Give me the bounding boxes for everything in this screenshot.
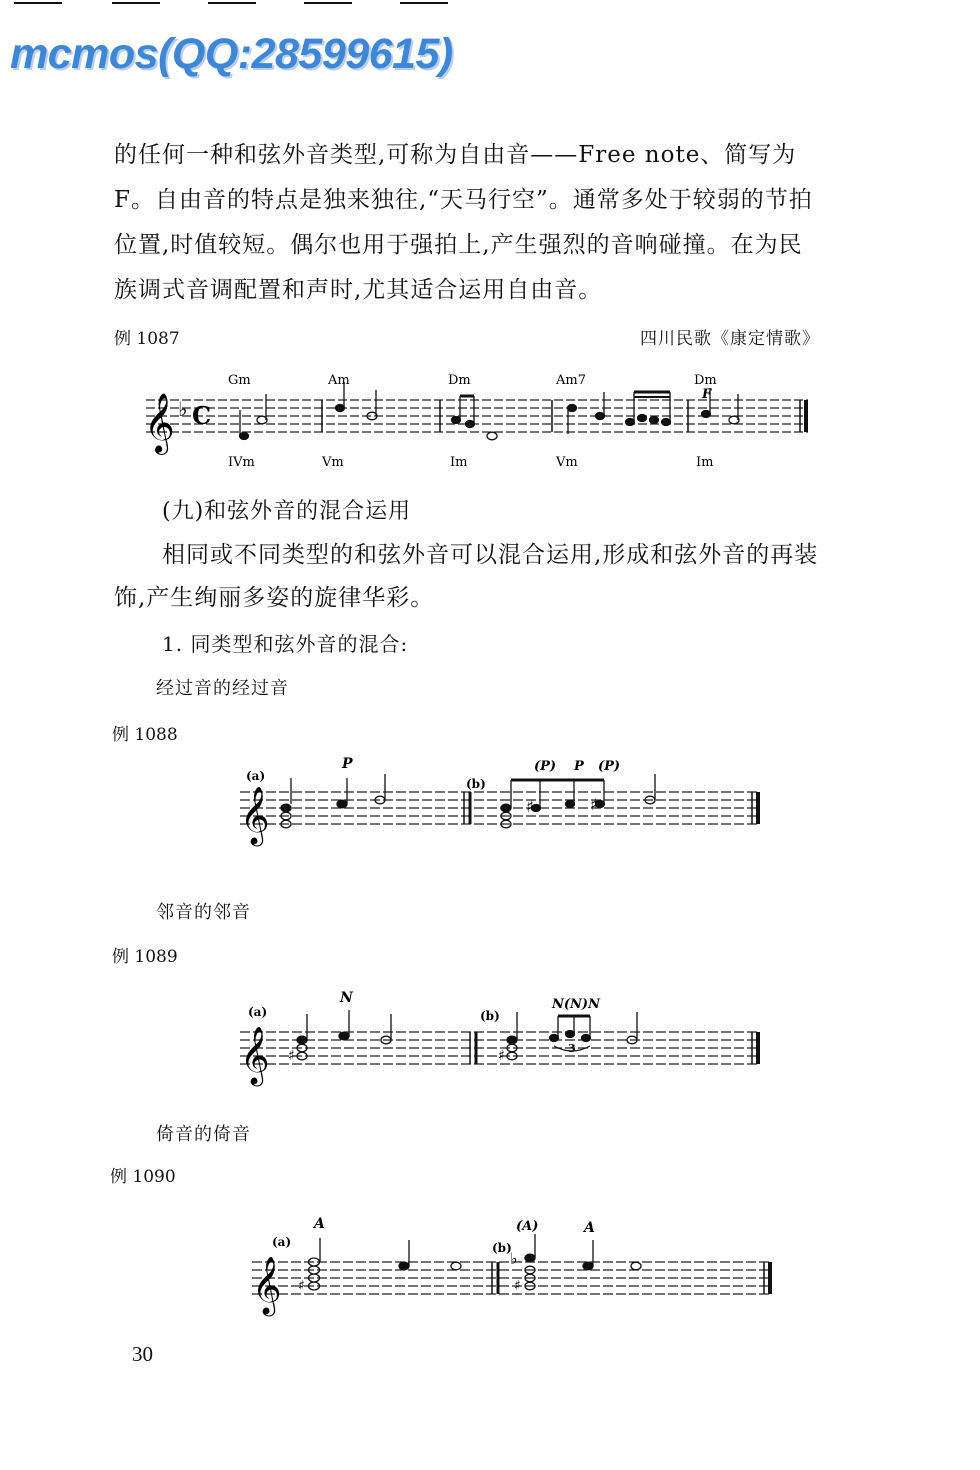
- appoggiatura-mark: A: [584, 1220, 595, 1236]
- example-1089-title: 邻音的邻音: [156, 902, 251, 923]
- passing-tone-mark: P: [342, 756, 353, 772]
- passing-tone-mark: (P): [534, 759, 557, 774]
- example-1087-source: 四川民歌《康定情歌》: [640, 329, 820, 349]
- top-edge-marks: [0, 0, 470, 6]
- passing-tone-mark: (P): [598, 759, 621, 774]
- score-example-1088: [236, 752, 766, 852]
- part-label: (b): [492, 1241, 512, 1255]
- score-example-1089: [236, 982, 766, 1092]
- chord-symbol: Dm: [694, 373, 717, 388]
- treble-clef-icon: 𝄞: [240, 786, 270, 844]
- triplet-number: 3: [568, 1042, 576, 1055]
- common-time-icon: C: [192, 401, 212, 430]
- flat-icon: ♭: [178, 397, 188, 421]
- example-1090-title: 倚音的倚音: [156, 1124, 251, 1145]
- degree-label: Im: [696, 455, 714, 470]
- treble-clef-icon: 𝄞: [252, 1256, 282, 1314]
- part-label: (a): [248, 1005, 268, 1019]
- part-label: (a): [246, 769, 266, 783]
- flat-icon: ♭: [510, 1249, 518, 1268]
- part-label: (a): [272, 1235, 292, 1249]
- free-note-mark: F: [702, 387, 712, 402]
- example-1088-label: 例 1088: [112, 725, 178, 745]
- sharp-icon: ♯: [590, 795, 598, 814]
- example-1090-label: 例 1090: [110, 1167, 176, 1187]
- intro-paragraph: 的任何一种和弦外音类型,可称为自由音——Free note、简写为 F。自由音的特点是独来独往,“天马行空”。通常多处于较弱的节拍位置,时值较短。偶尔也用于强拍上,产生强烈的音响碰撞。在为民族调式音调配置和声时,尤其适合运用自由音。: [114, 142, 813, 303]
- treble-clef-icon: 𝄞: [240, 1026, 270, 1084]
- example-1087-label: 例 1087: [114, 329, 180, 349]
- sharp-icon: ♯: [498, 1048, 505, 1064]
- score-example-1090: [248, 1210, 778, 1320]
- degree-label: Vm: [556, 455, 578, 470]
- part-label: (b): [480, 1009, 500, 1023]
- chord-symbol: Am7: [556, 373, 586, 388]
- degree-label: IVm: [228, 455, 255, 470]
- page-number: 30: [132, 1342, 153, 1366]
- example-1088-title: 经过音的经过音: [156, 678, 289, 699]
- passing-tone-mark: P: [574, 759, 584, 774]
- sharp-icon: ♯: [514, 1278, 521, 1294]
- chord-symbol: Gm: [228, 373, 251, 388]
- treble-clef-icon: 𝄞: [144, 393, 175, 453]
- appoggiatura-mark: A: [314, 1216, 325, 1232]
- degree-label: Vm: [322, 455, 344, 470]
- neighbor-tone-mark: N: [340, 990, 353, 1006]
- watermark: mcmos(QQ:28599615): [10, 30, 453, 78]
- sharp-icon: ♯: [298, 1278, 305, 1294]
- chord-symbol: Dm: [448, 373, 471, 388]
- section-heading: (九)和弦外音的混合运用: [162, 499, 412, 524]
- neighbor-tone-mark: N(N)N: [552, 997, 600, 1012]
- appoggiatura-mark: (A): [516, 1219, 539, 1234]
- chord-symbol: Am: [328, 373, 350, 388]
- degree-label: Im: [450, 455, 468, 470]
- subsection-heading: 1. 同类型和弦外音的混合:: [162, 632, 409, 656]
- sharp-icon: ♯: [526, 797, 534, 816]
- section-paragraph: 相同或不同类型的和弦外音可以混合运用,形成和弦外音的再装饰,产生绚丽多姿的旋律华彩。: [114, 542, 819, 611]
- example-1089-label: 例 1089: [112, 947, 178, 967]
- score-example-1087: [140, 366, 820, 476]
- sharp-icon: ♯: [288, 1048, 295, 1064]
- part-label: (b): [466, 777, 486, 791]
